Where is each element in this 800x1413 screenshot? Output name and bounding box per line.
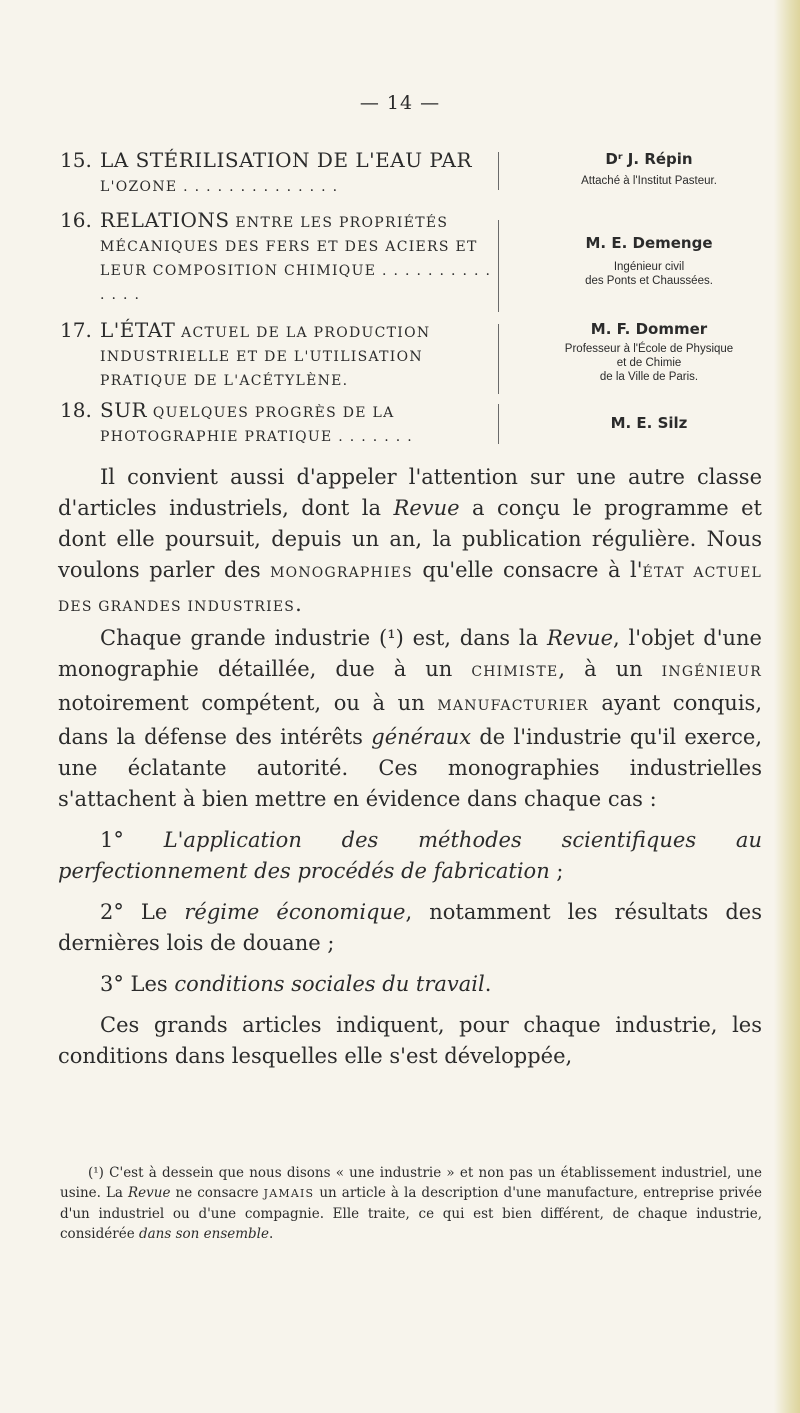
- toc-entry-16: [60, 208, 780, 306]
- entry-title-first: SUR: [100, 398, 148, 422]
- text-span: ne consacre: [170, 1185, 264, 1201]
- author-name: M. E. Demenge: [585, 234, 713, 252]
- author-role: Attaché à l'Institut Pasteur.: [581, 175, 717, 187]
- author-role-line-2: des Ponts et Chaussées.: [585, 275, 713, 287]
- small-caps-span: MANUFACTURIER: [437, 698, 589, 714]
- list-item-3: [58, 969, 762, 1000]
- small-caps-span: MONOGRAPHIES: [270, 565, 413, 581]
- entry-author: [514, 320, 784, 384]
- text-span: 1°: [100, 828, 164, 852]
- author-role-line-2: et de Chimie: [616, 357, 682, 369]
- text-span: notoirement compétent, ou à un: [58, 691, 438, 715]
- entry-author: [514, 234, 784, 288]
- small-caps-span: JAMAIS: [263, 1187, 315, 1200]
- entry-title-first: L'ÉTAT: [100, 318, 176, 342]
- text-span: .: [268, 1226, 274, 1242]
- italic-span: conditions sociales du travail: [174, 972, 485, 996]
- entry-title-rest: L'OZONE . . . . . . . . . . . . . .: [100, 179, 339, 195]
- author-role-line-3: de la Ville de Paris.: [599, 371, 699, 383]
- author-role-line-1: Professeur à l'École de Physique: [564, 343, 734, 355]
- italic-span: régime économique: [184, 900, 406, 924]
- italic-span: L'application des méthodes scientifiques au perfectionnement des procédés de fabrication: [58, 828, 762, 883]
- entry-author: [514, 150, 784, 188]
- entry-title-rest: ENTRE LES PROPRIÉTÉS MÉCANIQUES DES FERS ET DES ACIERS ET LEUR COMPOSITION CHIMIQUE . . . . . . . . . . . . . .: [100, 215, 492, 303]
- italic-span: Revue: [546, 626, 613, 650]
- footnote: [60, 1163, 762, 1244]
- toc-entry-18: [60, 398, 780, 448]
- list-item-2: [58, 897, 762, 959]
- text-span: , l'objet d'une monographie détaillée, due à un: [58, 626, 762, 681]
- text-span: .: [484, 972, 492, 996]
- entry-title-rest: QUELQUES PROGRÈS DE LA PHOTOGRAPHIE PRATIQUE . . . . . . .: [100, 405, 414, 445]
- toc-entry-15: [60, 148, 780, 195]
- italic-span: Revue: [128, 1185, 171, 1201]
- entry-number: 15.: [60, 148, 92, 172]
- text-span: de l'industrie qu'il exerce, une éclatante autorité. Ces monographies industrielles s'attachent à bien mettre en évidence dans chaque cas :: [58, 725, 762, 811]
- text-span: (¹) C'est à dessein que nous disons « une industrie » et non pas un établissement industriel, une usine. La: [60, 1165, 762, 1201]
- small-caps-span: INGÉNIEUR: [661, 664, 762, 680]
- brace: [498, 404, 513, 444]
- text-span: ayant conquis, dans la défense des intérêts: [58, 691, 762, 749]
- brace: [498, 152, 513, 190]
- entry-number: 16.: [60, 208, 92, 232]
- italic-span: généraux: [371, 725, 472, 749]
- small-caps-span: CHIMISTE: [471, 664, 559, 680]
- brace: [498, 220, 513, 312]
- text-span: a conçu le programme et dont elle poursuit, depuis un an, la publication régulière. Nous voulons parler des: [58, 496, 762, 582]
- text-span: .: [295, 592, 302, 616]
- toc-entry-17: [60, 318, 780, 398]
- brace: [498, 324, 513, 394]
- entry-author: [514, 414, 784, 432]
- author-name: M. F. Dommer: [590, 320, 708, 338]
- text-span: Chaque grande industrie (¹) est, dans la: [100, 626, 547, 650]
- text-span: 3° Les: [100, 972, 175, 996]
- page-number: — 14 —: [359, 92, 441, 114]
- text-span: ;: [549, 859, 564, 883]
- paragraph-2: [58, 623, 762, 815]
- paragraph-1: [58, 462, 762, 623]
- body-text: [58, 462, 762, 1072]
- text-span: Il convient aussi d'appeler l'attention sur une autre classe d'articles industriels, dont la: [58, 465, 762, 520]
- small-caps-span: ÉTAT ACTUEL DES GRANDES INDUSTRIES: [58, 565, 762, 615]
- italic-span: Revue: [393, 496, 460, 520]
- author-role-line-1: Ingénieur civil: [613, 261, 685, 273]
- paragraph-3: Ces grands articles indiquent, pour chaque industrie, les conditions dans lesquelles elle s'est développée,: [58, 1013, 762, 1068]
- text-span: , notamment les résultats des dernières lois de douane ;: [58, 900, 763, 955]
- author-name: M. E. Silz: [610, 414, 688, 432]
- text-span: 2° Le: [100, 900, 185, 924]
- author-name: Dʳ J. Répin: [605, 150, 693, 168]
- entry-title: [100, 208, 496, 307]
- text-span: qu'elle consacre à l': [412, 558, 643, 582]
- list-item-1: [58, 825, 762, 887]
- entry-number: 17.: [60, 318, 92, 342]
- italic-span: dans son ensemble: [138, 1226, 269, 1242]
- entry-title-first: RELATIONS: [100, 208, 230, 232]
- entry-title-first: LA STÉRILISATION DE L'EAU PAR: [100, 148, 473, 172]
- text-span: , à un: [558, 657, 662, 681]
- entry-title: [100, 318, 496, 393]
- text-span: un article à la description d'une manufacture, entreprise privée d'un industriel ou d'une compagnie. Elle traite, ce qui est bien différent, de chaque industrie, considérée: [60, 1185, 763, 1242]
- entry-number: 18.: [60, 398, 92, 422]
- entry-title: [100, 148, 496, 199]
- entry-title: [100, 398, 496, 449]
- entry-title-rest: ACTUEL DE LA PRODUCTION INDUSTRIELLE ET DE L'UTILISATION PRATIQUE DE L'ACÉTYLÈNE.: [100, 325, 431, 389]
